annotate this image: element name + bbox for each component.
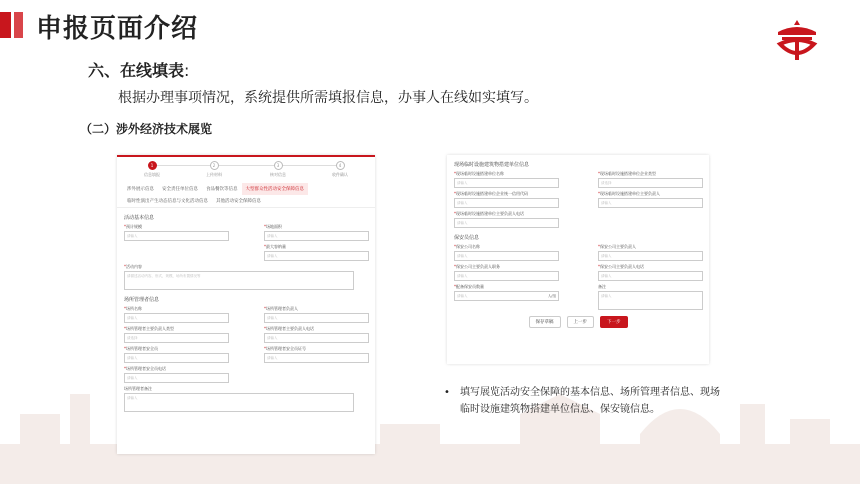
intro-text: 根据办理事项情况，系统提供所需填报信息，办事人在线如实填写。	[118, 90, 538, 106]
form-row	[117, 346, 375, 363]
tab-temporary-performance[interactable]: 临时性演出产生动态信息与文化活动信息	[127, 199, 208, 204]
unit-credit-input[interactable]: 请输入	[454, 198, 559, 208]
bullet-note-text: 填写展览活动安全保障的基本信息、场所管理者信息、现场临时设施建筑物搭建单位信息、保安镜信息。	[460, 387, 720, 415]
field-label: *保安公司主要负责人电话	[598, 264, 644, 269]
tab-food-info[interactable]: 食品餐饮等信息	[206, 187, 238, 192]
field-label: *场所管理者安全员证号	[264, 346, 306, 351]
save-draft-button[interactable]: 保存草稿	[529, 316, 561, 328]
section-heading-colon: :	[184, 61, 190, 80]
step-dot: 4	[336, 161, 345, 170]
field-unit-credit	[454, 191, 559, 208]
sec-company-input[interactable]: 请输入	[454, 251, 559, 261]
step-dot: 1	[148, 161, 157, 170]
tab-exhibition-info[interactable]: 涉外展示信息	[127, 187, 154, 192]
unit-name-input[interactable]: 请输入	[454, 178, 559, 188]
group-title-security: 保安员信息	[454, 235, 480, 241]
form-row	[447, 284, 709, 310]
section-heading	[88, 58, 189, 81]
mgr-safety-id-input[interactable]: 请输入	[264, 353, 369, 363]
sec-leader-input[interactable]: 请输入	[598, 251, 703, 261]
mgr-safety-phone-input[interactable]: 请输入	[124, 373, 229, 383]
section-heading-text: 六、在线填表	[88, 61, 185, 80]
field-unit-leader	[598, 191, 703, 208]
step-dot: 3	[274, 161, 283, 170]
field-label: *活动内容	[124, 264, 142, 269]
step-4	[315, 161, 365, 178]
sec-count-input[interactable]	[454, 291, 559, 301]
unit-leader-input[interactable]: 请输入	[598, 198, 703, 208]
step-1	[127, 161, 177, 178]
group-title-activity: 活动基本信息	[124, 215, 155, 221]
field-remark	[598, 284, 703, 310]
field-unit-name	[454, 171, 559, 188]
group-title-build-unit: 现场临时设施建筑物搭建单位信息	[454, 162, 530, 168]
field-label: 场所管理者备注	[124, 386, 152, 391]
page-title: 申报页面介绍	[36, 14, 199, 44]
form-row	[447, 191, 709, 208]
field-unit-leader-phone	[454, 211, 559, 228]
max-people-input[interactable]: 请输入	[264, 251, 369, 261]
field-label: *保安公司主要负责人	[598, 244, 636, 249]
field-sec-company	[454, 244, 559, 261]
tab-other-safety[interactable]: 其他活动安全保障信息	[216, 199, 261, 204]
field-mgr-safety-phone	[124, 366, 229, 383]
unit-leader-phone-input[interactable]: 请输入	[454, 218, 559, 228]
field-label: *保安公司主要负责人职务	[454, 264, 500, 269]
tab-large-event-safety[interactable]: 大型群众性活动安全保障信息	[242, 183, 309, 195]
field-mgr-safety	[124, 346, 229, 363]
field-label: *最大容纳量	[264, 244, 286, 249]
field-label: *现场临时设施搭建单位主要负责人	[598, 191, 660, 196]
field-label: *场所管理者安全员电话	[124, 366, 166, 371]
mgr-remark-textarea[interactable]: 请输入	[124, 393, 354, 412]
field-label: *配备保安员数量	[454, 284, 484, 289]
bullet-note	[444, 384, 724, 418]
sec-count-placeholder: 请输入	[457, 294, 468, 298]
step-3	[253, 161, 303, 178]
field-sec-leader-id	[454, 264, 559, 281]
tab-safety-unit[interactable]: 安全责任单位信息	[162, 187, 198, 192]
field-mgr-phone	[264, 326, 369, 343]
field-label: 备注	[598, 284, 606, 289]
field-mgr-id-type	[124, 326, 229, 343]
left-form-screenshot	[117, 155, 375, 454]
form-row	[447, 211, 709, 228]
step-2	[189, 161, 239, 178]
field-label: *场地面积	[264, 224, 282, 229]
field-activity-content	[124, 264, 354, 290]
step-label: 收件确认	[332, 172, 348, 177]
unit-type-select[interactable]: 请选择	[598, 178, 703, 188]
sec-leader-id-input[interactable]: 请输入	[454, 271, 559, 281]
field-label: *场所管理者主要负责人电话	[264, 326, 314, 331]
field-label: *场所名称	[124, 306, 142, 311]
field-sec-leader-phone	[598, 264, 703, 281]
site-name-input[interactable]: 请输入	[124, 313, 229, 323]
title-accent-bar-secondary	[14, 12, 23, 38]
step-label: 核对信息	[270, 172, 286, 177]
form-row	[117, 366, 375, 383]
next-step-button[interactable]: 下一步	[600, 316, 628, 328]
form-buttons	[447, 316, 709, 328]
field-sec-count	[454, 284, 559, 310]
step-label: 上传材料	[206, 172, 222, 177]
field-activity-count	[124, 224, 229, 241]
field-label: *场所管理者安全员	[124, 346, 158, 351]
field-mgr-remark	[124, 386, 354, 412]
bullet-dot: •	[444, 387, 450, 398]
step-label: 信息填报	[144, 172, 160, 177]
form-row	[117, 264, 375, 290]
field-site-name	[124, 306, 229, 323]
form-tabs	[117, 183, 375, 208]
form-row	[117, 306, 375, 323]
site-area-input[interactable]: 请输入	[264, 231, 369, 241]
site-contact-input[interactable]: 请输入	[264, 313, 369, 323]
field-label: *保安公司名称	[454, 244, 480, 249]
field-sec-leader	[598, 244, 703, 261]
sub-heading: （二）涉外经济技术展览	[80, 122, 213, 136]
activity-content-textarea[interactable]: 请描述活动内容，形式，规模，场所布置情况等	[124, 271, 354, 290]
field-label: *场所管理者主要负责人类型	[124, 326, 174, 331]
form-row	[117, 326, 375, 343]
remark-textarea[interactable]: 请输入	[598, 291, 703, 310]
field-label: *现场临时设施搭建单位企业统一信用代码	[454, 191, 528, 196]
prev-step-button[interactable]: 上一步	[567, 316, 595, 328]
right-form-screenshot	[447, 155, 709, 364]
sec-count-unit: 人/组	[547, 294, 556, 298]
mgr-phone-input[interactable]: 请输入	[264, 333, 369, 343]
group-title-site-manager: 场所管理者信息	[124, 297, 160, 303]
form-row	[117, 224, 375, 241]
form-row	[117, 244, 375, 261]
progress-steps	[117, 161, 375, 183]
form-row	[447, 244, 709, 261]
field-label: *现场临时设施搭建单位名称	[454, 171, 504, 176]
field-label: *场所管理者负责人	[264, 306, 298, 311]
mgr-safety-input[interactable]: 请输入	[124, 353, 229, 363]
form-row	[447, 264, 709, 281]
field-label: *现场临时设施搭建单位企业类型	[598, 171, 656, 176]
field-label: *现场临时设施搭建单位主要负责人电话	[454, 211, 524, 216]
field-label: *预计规模	[124, 224, 142, 229]
activity-count-input[interactable]: 请输入	[124, 231, 229, 241]
form-row	[117, 386, 375, 412]
mgr-id-type-select[interactable]: 请选择	[124, 333, 229, 343]
sec-leader-phone-input[interactable]: 请输入	[598, 271, 703, 281]
field-site-area	[264, 224, 369, 241]
form-row	[447, 171, 709, 188]
field-mgr-safety-id	[264, 346, 369, 363]
field-site-contact	[264, 306, 369, 323]
field-max-people	[264, 244, 369, 261]
title-accent-bar	[0, 12, 11, 38]
field-unit-type	[598, 171, 703, 188]
step-dot: 2	[210, 161, 219, 170]
logo-icon	[772, 18, 822, 64]
